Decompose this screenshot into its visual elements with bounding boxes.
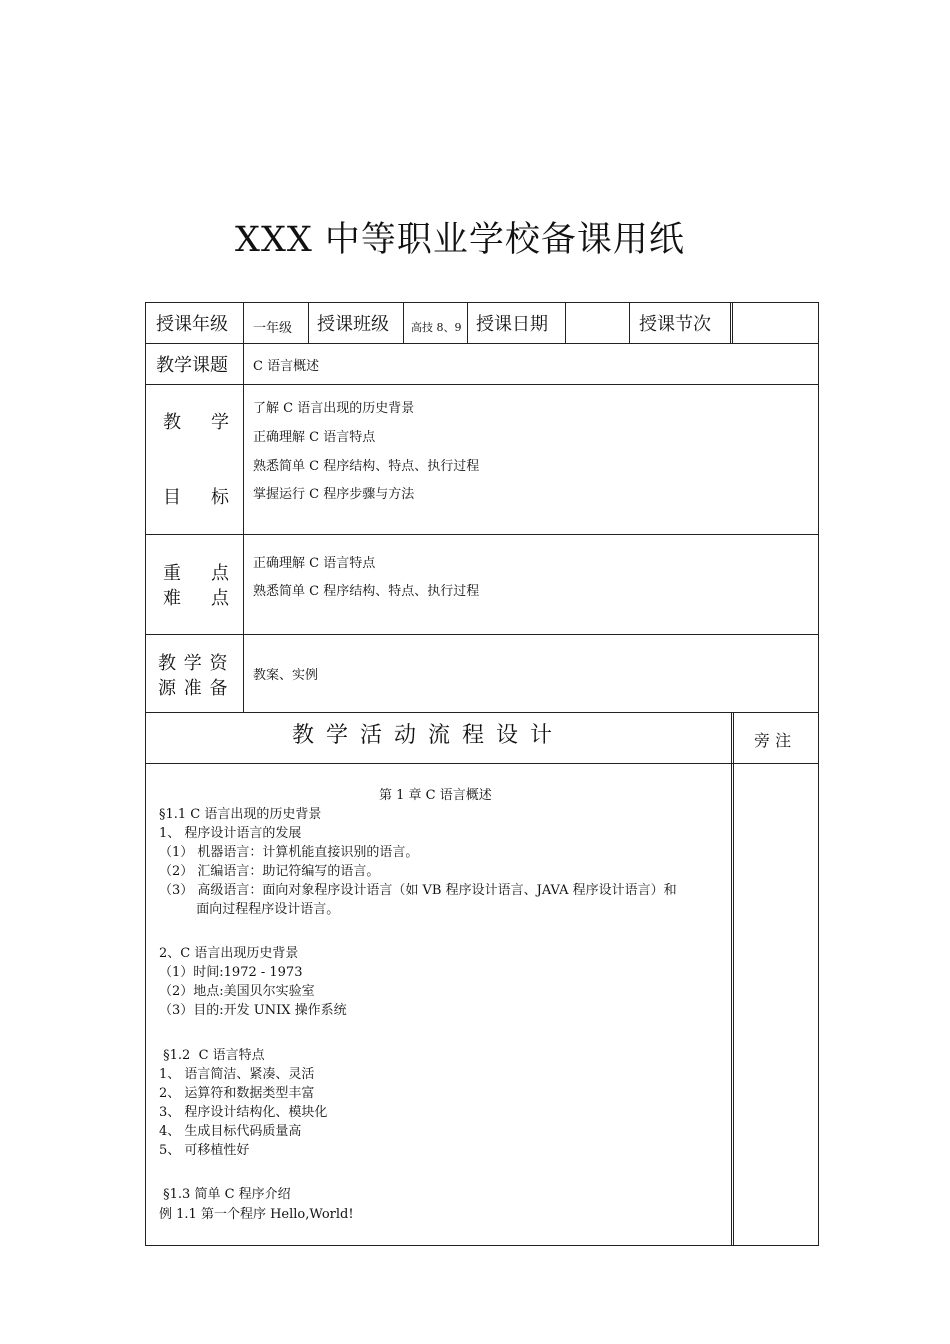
class-value: 高技 8、9 — [411, 321, 462, 334]
activity-heading: 教学活动流程设计 — [292, 723, 565, 748]
objective-item: 掌握运行 C 程序步骤与方法 — [253, 487, 415, 502]
objectives-label-bottom: 目 标 — [163, 487, 229, 508]
topic-value: C 语言概述 — [253, 359, 320, 374]
side-note-column-divider — [733, 712, 734, 1246]
lesson-plan-table — [145, 302, 819, 1246]
objectives-label-top: 教 学 — [163, 412, 229, 433]
col-divider — [629, 302, 630, 343]
resources-label-line2: 源 准 备 — [158, 678, 229, 699]
row-divider — [145, 712, 819, 713]
col-divider — [308, 302, 309, 343]
body-line: §1.1 C 语言出现的历史背景 — [159, 807, 322, 822]
topic-label: 教学课题 — [156, 355, 228, 376]
resources-label-line1: 教 学 资 — [158, 653, 229, 674]
date-label: 授课日期 — [476, 314, 548, 335]
body-line: 2、 运算符和数据类型丰富 — [159, 1086, 315, 1101]
body-line: （3） 高级语言：面向对象程序设计语言（如 VB 程序设计语言、JAVA 程序设计语言）和 — [159, 883, 677, 898]
key-point-item: 熟悉简单 C 程序结构、特点、执行过程 — [253, 584, 480, 599]
col-divider — [565, 302, 566, 343]
body-line: 1、 语言简洁、紧凑、灵活 — [159, 1067, 315, 1082]
col-divider — [730, 302, 731, 343]
row-divider — [145, 384, 819, 385]
period-label: 授课节次 — [639, 314, 711, 335]
body-line: （2）地点:美国贝尔实验室 — [159, 984, 315, 999]
side-note-column-divider — [731, 712, 732, 1246]
row-divider — [145, 534, 819, 535]
body-line: 4、 生成目标代码质量高 — [159, 1124, 302, 1139]
row-divider — [145, 634, 819, 635]
col-divider — [732, 302, 733, 343]
body-line: 3、 程序设计结构化、模块化 — [159, 1105, 328, 1120]
body-line: （1）时间:1972 - 1973 — [159, 965, 303, 980]
page-title: XXX 中等职业学校备课用纸 — [235, 220, 685, 260]
body-line: （3）目的:开发 UNIX 操作系统 — [159, 1003, 347, 1018]
key-point-item: 正确理解 C 语言特点 — [253, 556, 376, 571]
row-divider — [145, 343, 819, 344]
body-line: （2） 汇编语言：助记符编写的语言。 — [159, 864, 380, 879]
objective-item: 熟悉简单 C 程序结构、特点、执行过程 — [253, 459, 480, 474]
table-border-bottom — [145, 1245, 819, 1246]
label-column-divider — [243, 302, 244, 712]
grade-label: 授课年级 — [156, 314, 228, 335]
objective-item: 正确理解 C 语言特点 — [253, 430, 376, 445]
body-line: §1.2 C 语言特点 — [159, 1048, 265, 1063]
table-border-top — [145, 302, 819, 303]
table-border-right — [818, 302, 819, 1246]
col-divider — [467, 302, 468, 343]
body-line: 2、C 语言出现历史背景 — [159, 946, 299, 961]
key-points-label-top: 重 点 — [163, 563, 229, 584]
body-line: 5、 可移植性好 — [159, 1143, 250, 1158]
objective-item: 了解 C 语言出现的历史背景 — [253, 401, 415, 416]
body-line: 面向过程程序设计语言。 — [159, 902, 340, 917]
chapter-title: 第 1 章 C 语言概述 — [379, 788, 492, 803]
table-border-left — [145, 302, 146, 1246]
row-divider — [145, 763, 819, 764]
body-line: 1、 程序设计语言的发展 — [159, 826, 302, 841]
body-line: （1） 机器语言：计算机能直接识别的语言。 — [159, 845, 419, 860]
col-divider — [403, 302, 404, 343]
body-line: 例 1.1 第一个程序 Hello,World! — [159, 1207, 354, 1222]
grade-value: 一年级 — [253, 321, 293, 336]
body-line: §1.3 简单 C 程序介绍 — [159, 1187, 291, 1202]
side-note-heading: 旁 注 — [754, 731, 792, 750]
key-points-label-bottom: 难 点 — [163, 588, 229, 609]
resources-value: 教案、实例 — [253, 668, 319, 683]
class-label: 授课班级 — [317, 314, 389, 335]
